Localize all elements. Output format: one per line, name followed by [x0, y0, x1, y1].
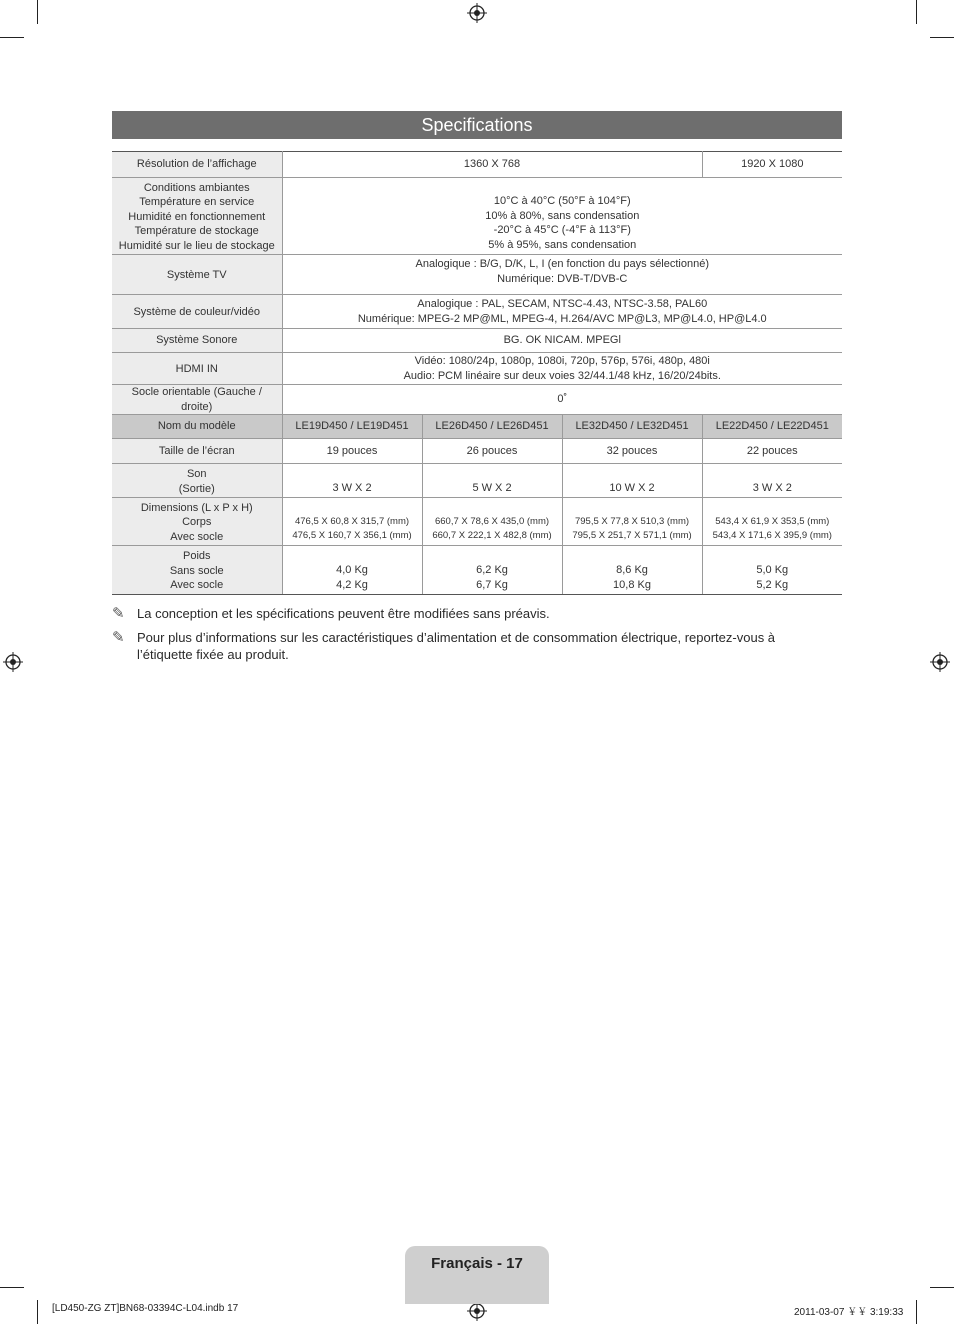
registration-mark-icon [3, 652, 23, 672]
cell-value: 543,4 X 61,9 X 353,5 (mm) 543,4 X 171,6 X 395,9 (mm) [702, 498, 842, 546]
note-item [112, 605, 802, 622]
cell-value: 8,6 Kg 10,8 Kg [562, 546, 702, 595]
page-number-tab [405, 1246, 549, 1304]
cell-value: Vidéo: 1080/24p, 1080p, 1080i, 720p, 576p, 576i, 480p, 480i Audio: PCM linéaire sur deux voies 32/44.1/48 kHz, 16/20/24bits. [282, 353, 842, 385]
table-row [112, 415, 842, 439]
cell-value: 3 W X 2 [282, 464, 422, 498]
crop-mark [0, 1287, 24, 1288]
registration-mark-icon [467, 3, 487, 23]
cell-value: 6,2 Kg 6,7 Kg [422, 546, 562, 595]
footer-datetime: 2011-03-07 ￥￥ 3:19:33 [794, 1307, 904, 1318]
table-row [112, 295, 842, 329]
crop-mark [930, 37, 954, 38]
cell-value: 1920 X 1080 [702, 152, 842, 178]
table-row [112, 464, 842, 498]
cell-value: LE26D450 / LE26D451 [422, 415, 562, 439]
cell-value: Analogique : B/G, D/K, L, I (en fonction du pays sélectionné) Numérique: DVB-T/DVB-C [282, 255, 842, 295]
row-label: Nom du modèle [112, 415, 282, 439]
note-text: Pour plus d’informations sur les caractéristiques d’alimentation et de consommation électrique, reportez-vous à l’étiquette fixée au produit. [137, 630, 776, 662]
cell-value: 10°C à 40°C (50°F à 104°F) 10% à 80%, sans condensation -20°C à 45°C (-4°F à 113°F) 5% à 95%, sans condensation [282, 178, 842, 255]
specifications-table [112, 151, 842, 595]
notes [112, 605, 802, 670]
registration-mark-icon [930, 652, 950, 672]
cell-value: 5 W X 2 [422, 464, 562, 498]
table-row [112, 178, 842, 255]
row-label: HDMI IN [112, 353, 282, 385]
cell-value: 3 W X 2 [702, 464, 842, 498]
row-label: Poids Sans socle Avec socle [112, 546, 282, 595]
row-label: Taille de l’écran [112, 439, 282, 464]
cell-value: LE22D450 / LE22D451 [702, 415, 842, 439]
row-label: Son (Sortie) [112, 464, 282, 498]
cell-value: 1360 X 768 [282, 152, 702, 178]
crop-mark [916, 1300, 917, 1324]
row-label: Socle orientable (Gauche / droite) [112, 385, 282, 415]
table-row [112, 498, 842, 546]
table-row [112, 329, 842, 353]
row-label: Système de couleur/vidéo [112, 295, 282, 329]
cell-value: 32 pouces [562, 439, 702, 464]
table-row [112, 385, 842, 415]
cell-value: 19 pouces [282, 439, 422, 464]
footer-file: [LD450-ZG ZT]BN68-03394C-L04.indb 17 [52, 1303, 239, 1314]
table-row [112, 353, 842, 385]
table-row [112, 439, 842, 464]
pencil-note-icon: ✎ [112, 605, 125, 622]
crop-mark [37, 1300, 38, 1324]
cell-value: 795,5 X 77,8 X 510,3 (mm) 795,5 X 251,7 X 571,1 (mm) [562, 498, 702, 546]
cell-value: 26 pouces [422, 439, 562, 464]
row-label: Système Sonore [112, 329, 282, 353]
pencil-note-icon: ✎ [112, 629, 125, 646]
note-text: La conception et les spécifications peuvent être modifiées sans préavis. [137, 606, 550, 621]
cell-value: 4,0 Kg 4,2 Kg [282, 546, 422, 595]
table-row [112, 152, 842, 178]
crop-mark [0, 37, 24, 38]
cell-value: 22 pouces [702, 439, 842, 464]
crop-mark [916, 0, 917, 24]
crop-mark [37, 0, 38, 24]
page-label: Français - 17 [431, 1255, 523, 1272]
row-label: Système TV [112, 255, 282, 295]
table-row [112, 546, 842, 595]
registration-mark-icon [467, 1301, 487, 1321]
cell-value: 476,5 X 60,8 X 315,7 (mm) 476,5 X 160,7 X 356,1 (mm) [282, 498, 422, 546]
cell-value: LE19D450 / LE19D451 [282, 415, 422, 439]
note-item [112, 629, 802, 663]
cell-value: 10 W X 2 [562, 464, 702, 498]
cell-value: Analogique : PAL, SECAM, NTSC-4.43, NTSC-3.58, PAL60 Numérique: MPEG-2 MP@ML, MPEG-4, H.264/AVC MP@L3, MP@L4.0, HP@L4.0 [282, 295, 842, 329]
cell-value: 0˚ [282, 385, 842, 415]
row-label: Résolution de l’affichage [112, 152, 282, 178]
crop-mark [930, 1287, 954, 1288]
cell-value: 5,0 Kg 5,2 Kg [702, 546, 842, 595]
cell-value: BG. OK NICAM. MPEGl [282, 329, 842, 353]
cell-value: LE32D450 / LE32D451 [562, 415, 702, 439]
page-title: Specifications [112, 111, 842, 139]
table-row [112, 255, 842, 295]
row-label: Dimensions (L x P x H) Corps Avec socle [112, 498, 282, 546]
row-label: Conditions ambiantes Température en service Humidité en fonctionnement Température de stockage Humidité sur le lieu de stockage [112, 178, 282, 255]
cell-value: 660,7 X 78,6 X 435,0 (mm) 660,7 X 222,1 X 482,8 (mm) [422, 498, 562, 546]
